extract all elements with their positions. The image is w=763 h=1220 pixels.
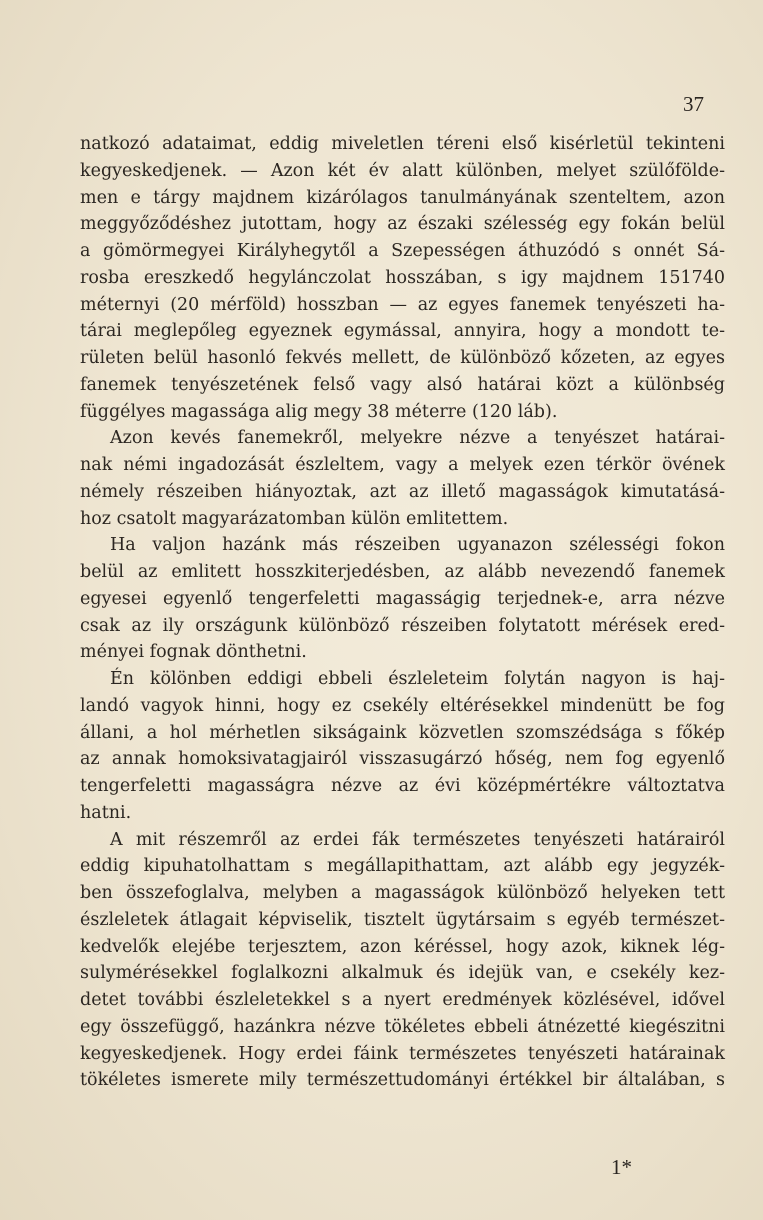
text-line: hoz csatolt magyarázatomban külön emlitettem. bbox=[80, 508, 509, 529]
text-line: Ha valjon hazánk más részeiben ugyanazon szélességi fokon bbox=[110, 535, 725, 556]
text-line: hatni. bbox=[80, 802, 132, 823]
text-line: natkozó adataimat, eddig miveletlen téreni első kisérletül tekinteni bbox=[80, 134, 725, 154]
text-line: detet további észleletekkel s a nyert eredmények közlésével, idővel bbox=[80, 990, 725, 1010]
text-line: rületen belül hasonló fekvés mellett, de különböző kőzeten, az egyes bbox=[80, 348, 725, 368]
text-line: kegyeskedjenek. — Azon két év alatt különben, melyet szülőfölde- bbox=[80, 160, 725, 181]
text-line: men e tárgy majdnem kizárólagos tanulmányának szenteltem, azon bbox=[80, 187, 725, 208]
text-line: belül az emlitett hosszkiterjedésben, az alább nevezendő fanemek bbox=[80, 562, 725, 582]
text-line: landó vagyok hinni, hogy ez csekély eltérésekkel mindenütt be fog bbox=[80, 695, 725, 716]
text-line: egy összefüggő, hazánkra nézve tökéletes ebbeli átnézetté kiegészitni bbox=[80, 1016, 725, 1037]
body-text bbox=[80, 131, 725, 1094]
text-line: tökéletes ismerete mily természettudományi értékkel bir általában, s bbox=[80, 1070, 725, 1091]
text-line: A mit részemről az erdei fák természetes tenyészeti határairól bbox=[110, 829, 725, 850]
text-line: kegyeskedjenek. Hogy erdei fáink természetes tenyészeti határainak bbox=[80, 1043, 725, 1064]
text-line: észleletek átlagait képviselik, tisztelt ügytársaim s egyéb természet- bbox=[80, 909, 725, 930]
text-line: nak némi ingadozását észleltem, vagy a melyek ezen térkör övének bbox=[80, 455, 725, 475]
text-line: csak az ily országunk különböző részeiben folytatott mérések ered- bbox=[80, 615, 725, 636]
text-line: Azon kevés fanemekről, melyekre nézve a tenyészet határai- bbox=[110, 428, 725, 449]
text-line: eddig kipuhatolhattam s megállapithattam, azt alább egy jegyzék- bbox=[80, 856, 725, 877]
text-line: tárai meglepőleg egyeznek egymással, annyira, hogy a mondott te- bbox=[80, 321, 725, 342]
text-line: némely részeiben hiányoztak, azt az illető magasságok kimutatásá- bbox=[80, 481, 725, 502]
text-line: kedvelők elejébe terjesztem, azon kéréssel, hogy azok, kiknek lég- bbox=[80, 936, 725, 957]
text-line: Én kölönben eddigi ebbeli észleleteim folytán nagyon is haj- bbox=[110, 669, 725, 689]
text-line: fanemek tenyészetének felső vagy alsó határai közt a különbség bbox=[80, 374, 725, 395]
text-line: sulymérésekkel foglalkozni alkalmuk és idejük van, e csekély kez- bbox=[80, 963, 725, 984]
text-line: a gömörmegyei Királyhegytől a Szepességen áthuzódó s onnét Sá- bbox=[80, 241, 725, 261]
text-line: rosba ereszkedő hegylánczolat hosszában, s igy majdnem 151740 bbox=[80, 267, 725, 288]
text-line: méternyi (20 mérföld) hosszban — az egyes fanemek tenyészeti ha- bbox=[80, 294, 725, 315]
page-number: 37 bbox=[683, 92, 704, 116]
text-line: függélyes magassága alig megy 38 méterre (120 láb). bbox=[80, 401, 558, 422]
text-line: állani, a hol mérhetlen sikságaink közvetlen szomszédsága s főkép bbox=[80, 722, 725, 743]
text-line: meggyőződéshez jutottam, hogy az északi szélesség egy fokán belül bbox=[80, 214, 725, 235]
text-line: tengerfeletti magasságra nézve az évi középmértékre változtatva bbox=[80, 776, 725, 796]
signature-mark: 1* bbox=[611, 1155, 632, 1179]
text-line: egyesei egyenlő tengerfeletti magasságig terjednek-e, arra nézve bbox=[80, 588, 725, 609]
text-line: az annak homoksivatagjairól visszasugárzó hőség, nem fog egyenlő bbox=[80, 749, 725, 770]
text-line: ményei fognak dönthetni. bbox=[80, 642, 307, 663]
text-line: ben összefoglalva, melyben a magasságok különböző helyeken tett bbox=[80, 883, 725, 903]
